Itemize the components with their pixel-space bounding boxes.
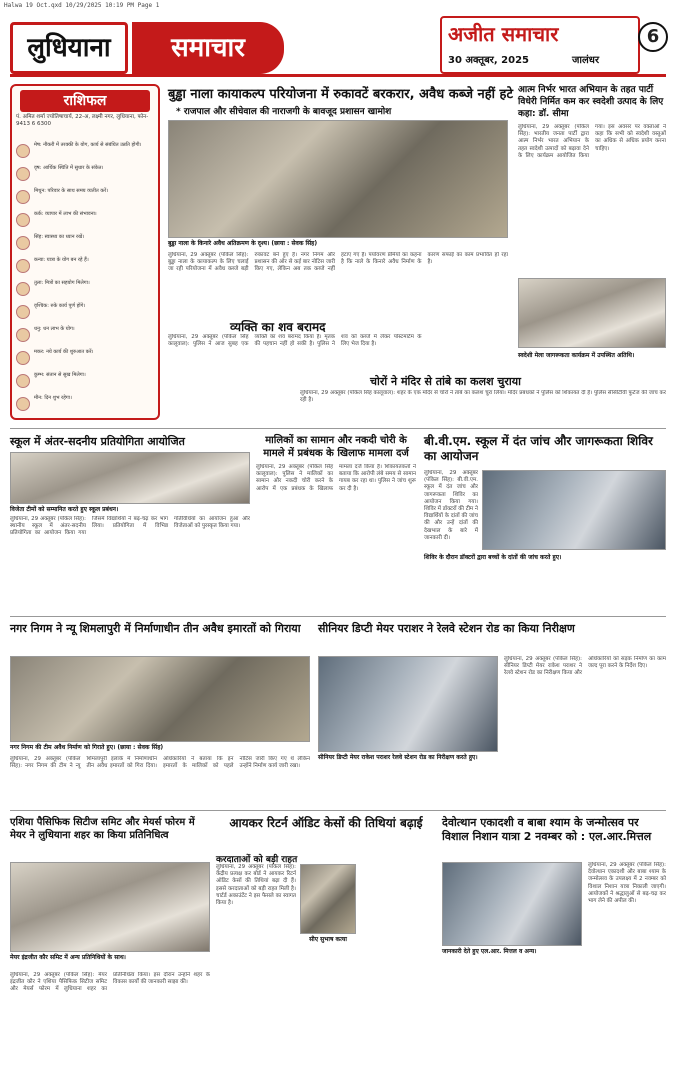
story4-headline: चोरों ने मंदिर से तांबे का कलश चुराया	[370, 375, 521, 388]
story1-body: लुधियाना, 29 अक्तूबर (पंकिल सिंह): बुड्ढा नाला के कायाकल्प के लिए चलाई जा रही परियोजना में अवैध कब्जे बड़ी रुकावट बने हुए हैं। नगर निगम और प्रशासन की ओर से कई बार नोटिस जारी किए गए, लेकिन अब तक कब्जे नहीं हटाए गए हैं। पर्यावरण प्रेमियों का कहना है कि नाले के किनारे अवैध निर्माण के कारण सफाई का काम प्रभावित हो रहा है।	[168, 252, 508, 273]
story8-headline: नगर निगम ने न्यू शिमलापुरी में निर्माणाधीन तीन अवैध इमारतों को गिराया	[10, 622, 301, 635]
rashifal-row	[16, 349, 156, 371]
zodiac-icon	[16, 213, 30, 227]
rashifal-box	[10, 84, 160, 420]
story9-photo	[318, 656, 498, 752]
rashifal-text: कुम्भ: संतान से सुख मिलेगा।	[34, 372, 86, 378]
divider-2	[10, 616, 666, 617]
story6-body: लुधियाना, 29 अक्तूबर (पंकिल सिंह कालूवाल): पुलिस ने मालिकों का सामान और नकदी चोरी करने के आरोप में एक प्रबंधक के खिलाफ मामला दर्ज किया है। शिकायतकर्ता ने बताया कि आरोपी लंबे समय से सामान गायब कर रहा था। पुलिस ने जांच शुरू कर दी है।	[256, 464, 416, 492]
story11-body: लुधियाना, 29 अक्तूबर (पंकिल सिंह): केंद्रीय प्रत्यक्ष कर बोर्ड ने आयकर रिटर्न ऑडिट केसों की तिथियां बढ़ा दी हैं। इससे करदाताओं को बड़ी राहत मिली है। चार्टर्ड अकाउंटेंट ने इस फैसले का स्वागत किया है।	[216, 864, 296, 907]
story10-headline: एशिया पैसिफिक सिटीज समिट और मेयर्स फोरम में मेयर ने लुधियाना शहर का किया प्रतिनिधित्व	[10, 817, 195, 841]
print-info-strip: Halwa 19 Oct.qxd 10/29/2025 10:19 PM Page 1	[4, 2, 160, 9]
zodiac-icon	[16, 282, 30, 296]
story5-photo	[10, 452, 250, 504]
rashifal-row	[16, 257, 156, 279]
zodiac-icon	[16, 167, 30, 181]
rashifal-row	[16, 326, 156, 348]
zodiac-icon	[16, 374, 30, 388]
rashifal-text: मकर: नये कार्य की शुरुआत करें।	[34, 349, 94, 355]
story1-headline: बुड्ढा नाला कायाकल्प परियोजना में रुकावटें बरकरार, अवैध कब्जे नहीं हटे	[168, 87, 513, 102]
rashifal-text: वृश्चिक: रुके कार्य पूर्ण होंगे।	[34, 303, 86, 309]
rashifal-text: मीन: दिन शुभ रहेगा।	[34, 395, 72, 401]
issue-city: जालंधर	[572, 55, 600, 66]
rashifal-text: वृष: आर्थिक स्थिति में सुधार के संकेत।	[34, 165, 104, 171]
story2-body: लुधियाना, 29 अक्तूबर (पंकिल सिंह कालूवाल): पुलिस ने आज सुबह एक व्यक्ति का शव बरामद किया है। मृतक की पहचान नहीं हो सकी है। पुलिस ने शव को कब्जे में लेकर पोस्टमार्टम के लिए भेज दिया है।	[168, 334, 422, 348]
story11-headline: आयकर रिटर्न ऑडिट केसों की तिथियां बढ़ाई	[229, 816, 423, 830]
rashifal-text: मेष: नौकरी में तरक्की के योग, कार्य से संबंधित उन्नति होगी।	[34, 142, 142, 148]
section-title-left: लुधियाना	[10, 22, 128, 74]
story9-body: लुधियाना, 29 अक्तूबर (पंकिल सिंह): सीनियर डिप्टी मेयर राकेश पराशर ने रेलवे स्टेशन रोड का निरीक्षण किया और अधिकारियों को सड़क निर्माण का काम जल्द पूरा करने के निर्देश दिए।	[504, 656, 666, 677]
rashifal-byline: पं. अमित शर्मा ज्योतिषाचार्य, 22-अ, लक्ष्मी नगर, लुधियाना, फोन- 9413 6 6300	[16, 114, 149, 127]
story9-caption: सीनियर डिप्टी मेयर राकेश पराशर रेलवे स्टेशन रोड का निरीक्षण करते हुए।	[318, 754, 478, 761]
story5-caption: विजेता टीमों को सम्मानित करते हुए स्कूल प्रबंधन।	[10, 506, 119, 513]
rashifal-text: धनु: धन लाभ के योग।	[34, 326, 75, 332]
story8-photo	[10, 656, 310, 742]
rashifal-row	[16, 165, 156, 187]
story7-caption: शिविर के दौरान डॉक्टरों द्वारा बच्चों के दांतों की जांच करते हुए।	[424, 554, 562, 561]
rashifal-row	[16, 234, 156, 256]
zodiac-icon	[16, 190, 30, 204]
story5-headline: स्कूल में अंतर-सदनीय प्रतियोगिता आयोजित	[10, 435, 185, 448]
rashifal-row	[16, 372, 156, 394]
story9-headline: सीनियर डिप्टी मेयर पराशर ने रेलवे स्टेशन रोड का किया निरीक्षण	[318, 622, 575, 635]
page-number: 6	[638, 22, 668, 52]
rashifal-row	[16, 303, 156, 325]
masthead	[10, 14, 666, 76]
rashifal-text: तुला: मित्रों का सहयोग मिलेगा।	[34, 280, 90, 286]
masthead-rule	[10, 74, 666, 77]
divider-3	[10, 810, 666, 811]
issue-date: 30 अक्तूबर, 2025	[448, 55, 530, 66]
story11-kicker: करदाताओं को बड़ी राहत	[216, 855, 298, 865]
zodiac-icon	[16, 328, 30, 342]
rashifal-row	[16, 211, 156, 233]
story4-body: लुधियाना, 29 अक्तूबर (पंकिल सिंह कालूवाल): शहर के एक मंदिर से चोरों ने तांबे का कलश चुरा लिया। मंदिर प्रबंधकों ने पुलिस को शिकायत दी है। पुलिस सीसीटीवी फुटेज की जांच कर रही है।	[300, 390, 666, 404]
zodiac-icon	[16, 351, 30, 365]
zodiac-icon	[16, 236, 30, 250]
zodiac-icon	[16, 144, 30, 158]
story10-caption: मेयर इंद्रजीत कौर समिट में अन्य प्रतिनिधियों के साथ।	[10, 954, 126, 961]
section-title-mid: समाचार	[132, 22, 284, 74]
story12-photo	[442, 862, 582, 946]
story2-headline: व्यक्ति का शव बरामद	[230, 320, 326, 334]
divider-1	[10, 428, 666, 429]
rashifal-text: सिंह: स्वास्थ्य का ध्यान रखें।	[34, 234, 85, 240]
story7-body: लुधियाना, 29 अक्तूबर (पंकिल सिंह): बी.वी.एम. स्कूल में दंत जांच और जागरूकता शिविर का आयोजन किया गया। शिविर में डॉक्टरों की टीम ने विद्यार्थियों के दांतों की जांच की और उन्हें दांतों की देखभाल के बारे में जानकारी दी।	[424, 470, 478, 541]
brand-name: अजीत समाचार	[448, 22, 559, 46]
story11-portrait	[300, 864, 356, 934]
story3-headline: आत्म निर्भर भारत अभियान के तहत पार्टी विधेरी निर्मित कम कर स्वदेशी उत्पाद के लिए कहा: डॉ. सीमा	[518, 85, 664, 119]
story7-photo	[482, 470, 666, 550]
story11-portrait-caption: सीए सुभाष कत्या	[309, 936, 347, 943]
story10-body: लुधियाना, 29 अक्तूबर (पंकिल सिंह): मेयर इंद्रजीत कौर ने एशिया पैसिफिक सिटीज समिट और मेयर्स फोरम में लुधियाना शहर का प्रतिनिधित्व किया। इस दौरान उन्होंने शहर के विकास कार्यों की जानकारी साझा की।	[10, 972, 210, 993]
story3-body: लुधियाना, 29 अक्तूबर (पंकिल सिंह): भारतीय जनता पार्टी द्वारा आत्म निर्भर भारत अभियान के तहत स्वदेशी उत्पादों को बढ़ावा देने के लिए कार्यक्रम आयोजित किया गया। इस अवसर पर वक्ताओं ने कहा कि सभी को स्वदेशी वस्तुओं का अधिक से अधिक प्रयोग करना चाहिए।	[518, 124, 666, 159]
rashifal-text: कन्या: यात्रा के योग बन रहे हैं।	[34, 257, 89, 263]
story7-headline: बी.वी.एम. स्कूल में दंत जांच और जागरूकता शिविर का आयोजन	[424, 434, 653, 463]
story12-body: लुधियाना, 29 अक्तूबर (पंकिल सिंह): देवोत्थान एकादशी और बाबा श्याम के जन्मोत्सव के उपलक्ष्य में 2 नवम्बर को विशाल निशान यात्रा निकाली जाएगी। आयोजकों ने श्रद्धालुओं से बढ़-चढ़ कर भाग लेने की अपील की।	[588, 862, 666, 905]
rashifal-row	[16, 395, 156, 417]
story3-caption: स्वदेशी मेला जागरूकता कार्यक्रम में उपस्थित अतिथि।	[518, 352, 635, 359]
rashifal-row	[16, 188, 156, 210]
zodiac-icon	[16, 259, 30, 273]
story8-body: लुधियाना, 29 अक्तूबर (पंकिल सिंह): नगर निगम की टीम ने न्यू शिमलापुरी इलाके में निर्माणाधीन तीन अवैध इमारतों को गिरा दिया। अधिकारियों ने बताया कि इन इमारतों के मालिकों को पहले नोटिस जारी किए गए थे लेकिन उन्होंने निर्माण कार्य जारी रखा।	[10, 756, 310, 770]
story6-headline: मालिकों का सामान और नकदी चोरी के मामले में प्रबंधक के खिलाफ मामला दर्ज	[263, 435, 409, 459]
rashifal-row	[16, 280, 156, 302]
story5-body: लुधियाना, 29 अक्तूबर (पंकिल सिंह): स्थानीय स्कूल में अंतर-सदनीय प्रतियोगिता का आयोजन किया गया जिसमें विद्यार्थियों ने बढ़-चढ़ कर भाग लिया। प्रतियोगिता में विभिन्न गतिविधियों का आयोजन हुआ और विजेताओं को पुरस्कृत किया गया।	[10, 516, 250, 537]
story12-headline: देवोत्थान एकादशी व बाबा श्याम के जन्मोत्सव पर विशाल निशान यात्रा 2 नवम्बर को : एल.आर.मित्तल	[442, 816, 652, 843]
story10-photo	[10, 862, 210, 952]
story1-caption: बुड्ढा नाला के किनारे अवैध अतिक्रमण के दृश्य। (छाया : सेवक सिंह)	[168, 240, 318, 247]
story8-caption: नगर निगम की टीम अवैध निर्माण को गिराते हुए। (छाया : सेवक सिंह)	[10, 744, 164, 751]
story1-subhead: * राजपाल और सीचेवाल की नाराजगी के बावजूद प्रशासन खामोश	[176, 107, 392, 117]
story12-caption: जानकारी देते हुए एल.आर. मित्तल व अन्य।	[442, 948, 537, 955]
rashifal-text: कर्क: व्यापार में लाभ की संभावना।	[34, 211, 97, 217]
story3-photo	[518, 278, 666, 348]
zodiac-icon	[16, 397, 30, 411]
story1-photo	[168, 120, 508, 238]
zodiac-icon	[16, 305, 30, 319]
brand-box	[440, 16, 640, 74]
rashifal-title: राशिफल	[20, 90, 150, 112]
rashifal-text: मिथुन: परिवार के साथ समय व्यतीत करें।	[34, 188, 109, 194]
rashifal-row	[16, 142, 156, 164]
